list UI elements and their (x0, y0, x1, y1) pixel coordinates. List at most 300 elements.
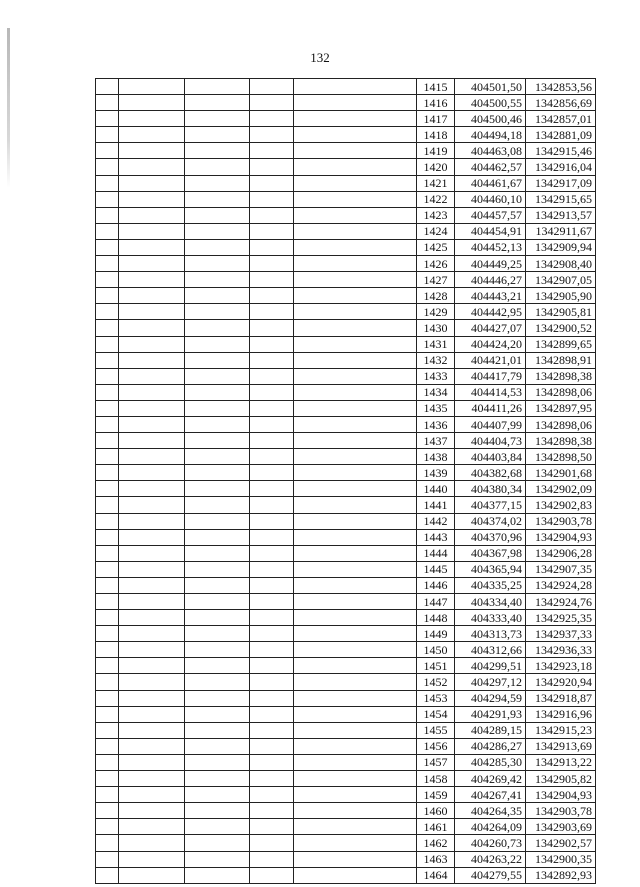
empty-cell (185, 771, 250, 787)
empty-cell (250, 513, 294, 529)
empty-cell (185, 111, 250, 127)
empty-cell (185, 465, 250, 481)
point-number-cell: 1423 (417, 207, 455, 223)
point-number-cell: 1450 (417, 642, 455, 658)
table-row (96, 272, 596, 288)
empty-cell (119, 368, 185, 384)
empty-cell (294, 738, 417, 754)
x-coordinate-cell: 404380,34 (455, 481, 526, 497)
empty-cell (96, 400, 119, 416)
y-coordinate-cell: 1342902,57 (526, 835, 596, 851)
table-row (96, 175, 596, 191)
x-coordinate-cell: 404443,21 (455, 288, 526, 304)
empty-cell (96, 175, 119, 191)
empty-cell (96, 416, 119, 432)
empty-cell (96, 352, 119, 368)
empty-cell (119, 175, 185, 191)
point-number-cell: 1446 (417, 577, 455, 593)
x-coordinate-cell: 404370,96 (455, 529, 526, 545)
point-number-cell: 1445 (417, 561, 455, 577)
point-number-cell: 1421 (417, 175, 455, 191)
empty-cell (250, 111, 294, 127)
y-coordinate-cell: 1342915,65 (526, 191, 596, 207)
point-number-cell: 1425 (417, 239, 455, 255)
empty-cell (119, 561, 185, 577)
empty-cell (119, 336, 185, 352)
empty-cell (96, 481, 119, 497)
y-coordinate-cell: 1342903,69 (526, 819, 596, 835)
empty-cell (185, 368, 250, 384)
table-row (96, 111, 596, 127)
empty-cell (96, 851, 119, 867)
empty-cell (119, 626, 185, 642)
empty-cell (185, 513, 250, 529)
point-number-cell: 1428 (417, 288, 455, 304)
empty-cell (185, 481, 250, 497)
point-number-cell: 1463 (417, 851, 455, 867)
empty-cell (250, 497, 294, 513)
empty-cell (96, 95, 119, 111)
y-coordinate-cell: 1342905,90 (526, 288, 596, 304)
empty-cell (250, 79, 294, 95)
empty-cell (185, 835, 250, 851)
x-coordinate-cell: 404285,30 (455, 754, 526, 770)
table-row (96, 497, 596, 513)
table-row (96, 658, 596, 674)
table-row (96, 95, 596, 111)
empty-cell (96, 239, 119, 255)
table-row (96, 207, 596, 223)
empty-cell (294, 336, 417, 352)
empty-cell (96, 610, 119, 626)
empty-cell (119, 771, 185, 787)
empty-cell (185, 416, 250, 432)
empty-cell (185, 400, 250, 416)
empty-cell (294, 433, 417, 449)
point-number-cell: 1452 (417, 674, 455, 690)
empty-cell (294, 416, 417, 432)
y-coordinate-cell: 1342881,09 (526, 127, 596, 143)
empty-cell (294, 803, 417, 819)
x-coordinate-cell: 404407,99 (455, 416, 526, 432)
x-coordinate-cell: 404461,67 (455, 175, 526, 191)
empty-cell (294, 288, 417, 304)
empty-cell (96, 867, 119, 883)
y-coordinate-cell: 1342924,28 (526, 577, 596, 593)
point-number-cell: 1431 (417, 336, 455, 352)
empty-cell (294, 95, 417, 111)
x-coordinate-cell: 404403,84 (455, 449, 526, 465)
point-number-cell: 1441 (417, 497, 455, 513)
empty-cell (250, 465, 294, 481)
y-coordinate-cell: 1342924,76 (526, 594, 596, 610)
y-coordinate-cell: 1342913,69 (526, 738, 596, 754)
x-coordinate-cell: 404267,41 (455, 787, 526, 803)
empty-cell (119, 851, 185, 867)
empty-cell (250, 449, 294, 465)
empty-cell (119, 352, 185, 368)
empty-cell (96, 223, 119, 239)
empty-cell (185, 658, 250, 674)
table-row (96, 642, 596, 658)
empty-cell (250, 400, 294, 416)
empty-cell (250, 288, 294, 304)
empty-cell (96, 384, 119, 400)
y-coordinate-cell: 1342904,93 (526, 529, 596, 545)
y-coordinate-cell: 1342915,23 (526, 722, 596, 738)
empty-cell (250, 771, 294, 787)
empty-cell (119, 207, 185, 223)
x-coordinate-cell: 404260,73 (455, 835, 526, 851)
empty-cell (250, 159, 294, 175)
empty-cell (250, 610, 294, 626)
empty-cell (250, 207, 294, 223)
empty-cell (294, 239, 417, 255)
empty-cell (294, 513, 417, 529)
x-coordinate-cell: 404449,25 (455, 256, 526, 272)
empty-cell (119, 594, 185, 610)
y-coordinate-cell: 1342920,94 (526, 674, 596, 690)
empty-cell (185, 754, 250, 770)
y-coordinate-cell: 1342902,83 (526, 497, 596, 513)
empty-cell (294, 320, 417, 336)
table-row (96, 787, 596, 803)
empty-cell (294, 465, 417, 481)
empty-cell (185, 706, 250, 722)
empty-cell (250, 239, 294, 255)
empty-cell (185, 159, 250, 175)
y-coordinate-cell: 1342900,35 (526, 851, 596, 867)
point-number-cell: 1426 (417, 256, 455, 272)
empty-cell (250, 722, 294, 738)
table-row (96, 352, 596, 368)
empty-cell (250, 191, 294, 207)
empty-cell (96, 449, 119, 465)
x-coordinate-cell: 404264,09 (455, 819, 526, 835)
empty-cell (250, 819, 294, 835)
empty-cell (250, 384, 294, 400)
y-coordinate-cell: 1342903,78 (526, 803, 596, 819)
table-row (96, 239, 596, 255)
x-coordinate-cell: 404462,57 (455, 159, 526, 175)
table-row (96, 191, 596, 207)
x-coordinate-cell: 404500,46 (455, 111, 526, 127)
empty-cell (96, 722, 119, 738)
y-coordinate-cell: 1342916,04 (526, 159, 596, 175)
empty-cell (119, 642, 185, 658)
x-coordinate-cell: 404299,51 (455, 658, 526, 674)
empty-cell (185, 175, 250, 191)
empty-cell (250, 433, 294, 449)
empty-cell (250, 658, 294, 674)
empty-cell (96, 529, 119, 545)
empty-cell (119, 111, 185, 127)
empty-cell (119, 529, 185, 545)
table-row (96, 835, 596, 851)
point-number-cell: 1430 (417, 320, 455, 336)
empty-cell (119, 658, 185, 674)
empty-cell (185, 239, 250, 255)
empty-cell (294, 175, 417, 191)
empty-cell (119, 79, 185, 95)
empty-cell (250, 143, 294, 159)
empty-cell (96, 497, 119, 513)
empty-cell (119, 867, 185, 883)
empty-cell (294, 127, 417, 143)
y-coordinate-cell: 1342898,38 (526, 433, 596, 449)
empty-cell (119, 465, 185, 481)
empty-cell (294, 400, 417, 416)
empty-cell (96, 79, 119, 95)
empty-cell (96, 143, 119, 159)
table-row (96, 545, 596, 561)
empty-cell (250, 561, 294, 577)
empty-cell (294, 561, 417, 577)
empty-cell (119, 787, 185, 803)
table-row (96, 368, 596, 384)
empty-cell (96, 111, 119, 127)
empty-cell (185, 626, 250, 642)
y-coordinate-cell: 1342908,40 (526, 256, 596, 272)
x-coordinate-cell: 404377,15 (455, 497, 526, 513)
table-row (96, 754, 596, 770)
y-coordinate-cell: 1342936,33 (526, 642, 596, 658)
point-number-cell: 1432 (417, 352, 455, 368)
y-coordinate-cell: 1342857,01 (526, 111, 596, 127)
point-number-cell: 1458 (417, 771, 455, 787)
point-number-cell: 1449 (417, 626, 455, 642)
y-coordinate-cell: 1342923,18 (526, 658, 596, 674)
empty-cell (119, 127, 185, 143)
point-number-cell: 1453 (417, 690, 455, 706)
empty-cell (250, 594, 294, 610)
empty-cell (185, 288, 250, 304)
y-coordinate-cell: 1342905,82 (526, 771, 596, 787)
empty-cell (96, 706, 119, 722)
empty-cell (96, 658, 119, 674)
y-coordinate-cell: 1342900,52 (526, 320, 596, 336)
empty-cell (250, 256, 294, 272)
x-coordinate-cell: 404291,93 (455, 706, 526, 722)
empty-cell (96, 626, 119, 642)
x-coordinate-cell: 404263,22 (455, 851, 526, 867)
point-number-cell: 1440 (417, 481, 455, 497)
empty-cell (250, 336, 294, 352)
empty-cell (250, 95, 294, 111)
empty-cell (294, 690, 417, 706)
table-row (96, 771, 596, 787)
empty-cell (185, 642, 250, 658)
y-coordinate-cell: 1342915,46 (526, 143, 596, 159)
empty-cell (119, 239, 185, 255)
point-number-cell: 1415 (417, 79, 455, 95)
table-row (96, 674, 596, 690)
empty-cell (96, 513, 119, 529)
empty-cell (294, 368, 417, 384)
table-row (96, 722, 596, 738)
empty-cell (250, 352, 294, 368)
empty-cell (96, 674, 119, 690)
empty-cell (185, 256, 250, 272)
y-coordinate-cell: 1342925,35 (526, 610, 596, 626)
y-coordinate-cell: 1342909,94 (526, 239, 596, 255)
empty-cell (250, 754, 294, 770)
x-coordinate-cell: 404414,53 (455, 384, 526, 400)
y-coordinate-cell: 1342904,93 (526, 787, 596, 803)
x-coordinate-cell: 404312,66 (455, 642, 526, 658)
x-coordinate-cell: 404446,27 (455, 272, 526, 288)
empty-cell (119, 610, 185, 626)
empty-cell (185, 79, 250, 95)
empty-cell (250, 127, 294, 143)
empty-cell (294, 642, 417, 658)
empty-cell (185, 529, 250, 545)
y-coordinate-cell: 1342905,81 (526, 304, 596, 320)
empty-cell (96, 771, 119, 787)
coordinates-table (95, 78, 596, 884)
y-coordinate-cell: 1342907,05 (526, 272, 596, 288)
empty-cell (294, 706, 417, 722)
empty-cell (96, 594, 119, 610)
empty-cell (250, 175, 294, 191)
table-row (96, 143, 596, 159)
x-coordinate-cell: 404442,95 (455, 304, 526, 320)
x-coordinate-cell: 404424,20 (455, 336, 526, 352)
empty-cell (96, 320, 119, 336)
empty-cell (96, 256, 119, 272)
point-number-cell: 1460 (417, 803, 455, 819)
y-coordinate-cell: 1342903,78 (526, 513, 596, 529)
point-number-cell: 1429 (417, 304, 455, 320)
empty-cell (250, 626, 294, 642)
empty-cell (294, 207, 417, 223)
empty-cell (250, 642, 294, 658)
empty-cell (185, 610, 250, 626)
empty-cell (185, 272, 250, 288)
x-coordinate-cell: 404264,35 (455, 803, 526, 819)
empty-cell (294, 223, 417, 239)
x-coordinate-cell: 404463,08 (455, 143, 526, 159)
table-row (96, 561, 596, 577)
table-row (96, 610, 596, 626)
empty-cell (119, 706, 185, 722)
empty-cell (96, 819, 119, 835)
x-coordinate-cell: 404367,98 (455, 545, 526, 561)
empty-cell (96, 433, 119, 449)
empty-cell (250, 577, 294, 593)
empty-cell (250, 787, 294, 803)
x-coordinate-cell: 404286,27 (455, 738, 526, 754)
empty-cell (250, 529, 294, 545)
empty-cell (294, 384, 417, 400)
empty-cell (96, 191, 119, 207)
y-coordinate-cell: 1342907,35 (526, 561, 596, 577)
table-row (96, 577, 596, 593)
empty-cell (250, 272, 294, 288)
empty-cell (294, 529, 417, 545)
empty-cell (294, 674, 417, 690)
point-number-cell: 1420 (417, 159, 455, 175)
empty-cell (185, 207, 250, 223)
empty-cell (294, 256, 417, 272)
point-number-cell: 1459 (417, 787, 455, 803)
x-coordinate-cell: 404457,57 (455, 207, 526, 223)
x-coordinate-cell: 404421,01 (455, 352, 526, 368)
point-number-cell: 1442 (417, 513, 455, 529)
empty-cell (119, 497, 185, 513)
point-number-cell: 1419 (417, 143, 455, 159)
empty-cell (119, 722, 185, 738)
point-number-cell: 1454 (417, 706, 455, 722)
empty-cell (96, 207, 119, 223)
empty-cell (119, 674, 185, 690)
x-coordinate-cell: 404269,42 (455, 771, 526, 787)
empty-cell (250, 223, 294, 239)
table-row (96, 223, 596, 239)
y-coordinate-cell: 1342899,65 (526, 336, 596, 352)
y-coordinate-cell: 1342897,95 (526, 400, 596, 416)
empty-cell (250, 674, 294, 690)
empty-cell (119, 304, 185, 320)
empty-cell (119, 803, 185, 819)
empty-cell (294, 835, 417, 851)
empty-cell (119, 95, 185, 111)
empty-cell (294, 771, 417, 787)
empty-cell (96, 545, 119, 561)
y-coordinate-cell: 1342853,56 (526, 79, 596, 95)
empty-cell (96, 272, 119, 288)
empty-cell (294, 851, 417, 867)
x-coordinate-cell: 404294,59 (455, 690, 526, 706)
empty-cell (250, 851, 294, 867)
empty-cell (185, 143, 250, 159)
empty-cell (119, 384, 185, 400)
point-number-cell: 1433 (417, 368, 455, 384)
point-number-cell: 1435 (417, 400, 455, 416)
empty-cell (250, 416, 294, 432)
x-coordinate-cell: 404289,15 (455, 722, 526, 738)
empty-cell (119, 690, 185, 706)
empty-cell (250, 368, 294, 384)
point-number-cell: 1418 (417, 127, 455, 143)
empty-cell (185, 449, 250, 465)
empty-cell (119, 223, 185, 239)
empty-cell (119, 738, 185, 754)
table-row (96, 304, 596, 320)
y-coordinate-cell: 1342906,28 (526, 545, 596, 561)
y-coordinate-cell: 1342916,96 (526, 706, 596, 722)
y-coordinate-cell: 1342913,22 (526, 754, 596, 770)
empty-cell (250, 803, 294, 819)
empty-cell (119, 545, 185, 561)
table-row (96, 594, 596, 610)
empty-cell (96, 288, 119, 304)
point-number-cell: 1438 (417, 449, 455, 465)
x-coordinate-cell: 404297,12 (455, 674, 526, 690)
table-row (96, 416, 596, 432)
empty-cell (250, 835, 294, 851)
y-coordinate-cell: 1342902,09 (526, 481, 596, 497)
empty-cell (294, 754, 417, 770)
table-row (96, 867, 596, 883)
x-coordinate-cell: 404313,73 (455, 626, 526, 642)
x-coordinate-cell: 404333,40 (455, 610, 526, 626)
empty-cell (294, 594, 417, 610)
y-coordinate-cell: 1342892,93 (526, 867, 596, 883)
empty-cell (185, 336, 250, 352)
x-coordinate-cell: 404500,55 (455, 95, 526, 111)
empty-cell (185, 867, 250, 883)
